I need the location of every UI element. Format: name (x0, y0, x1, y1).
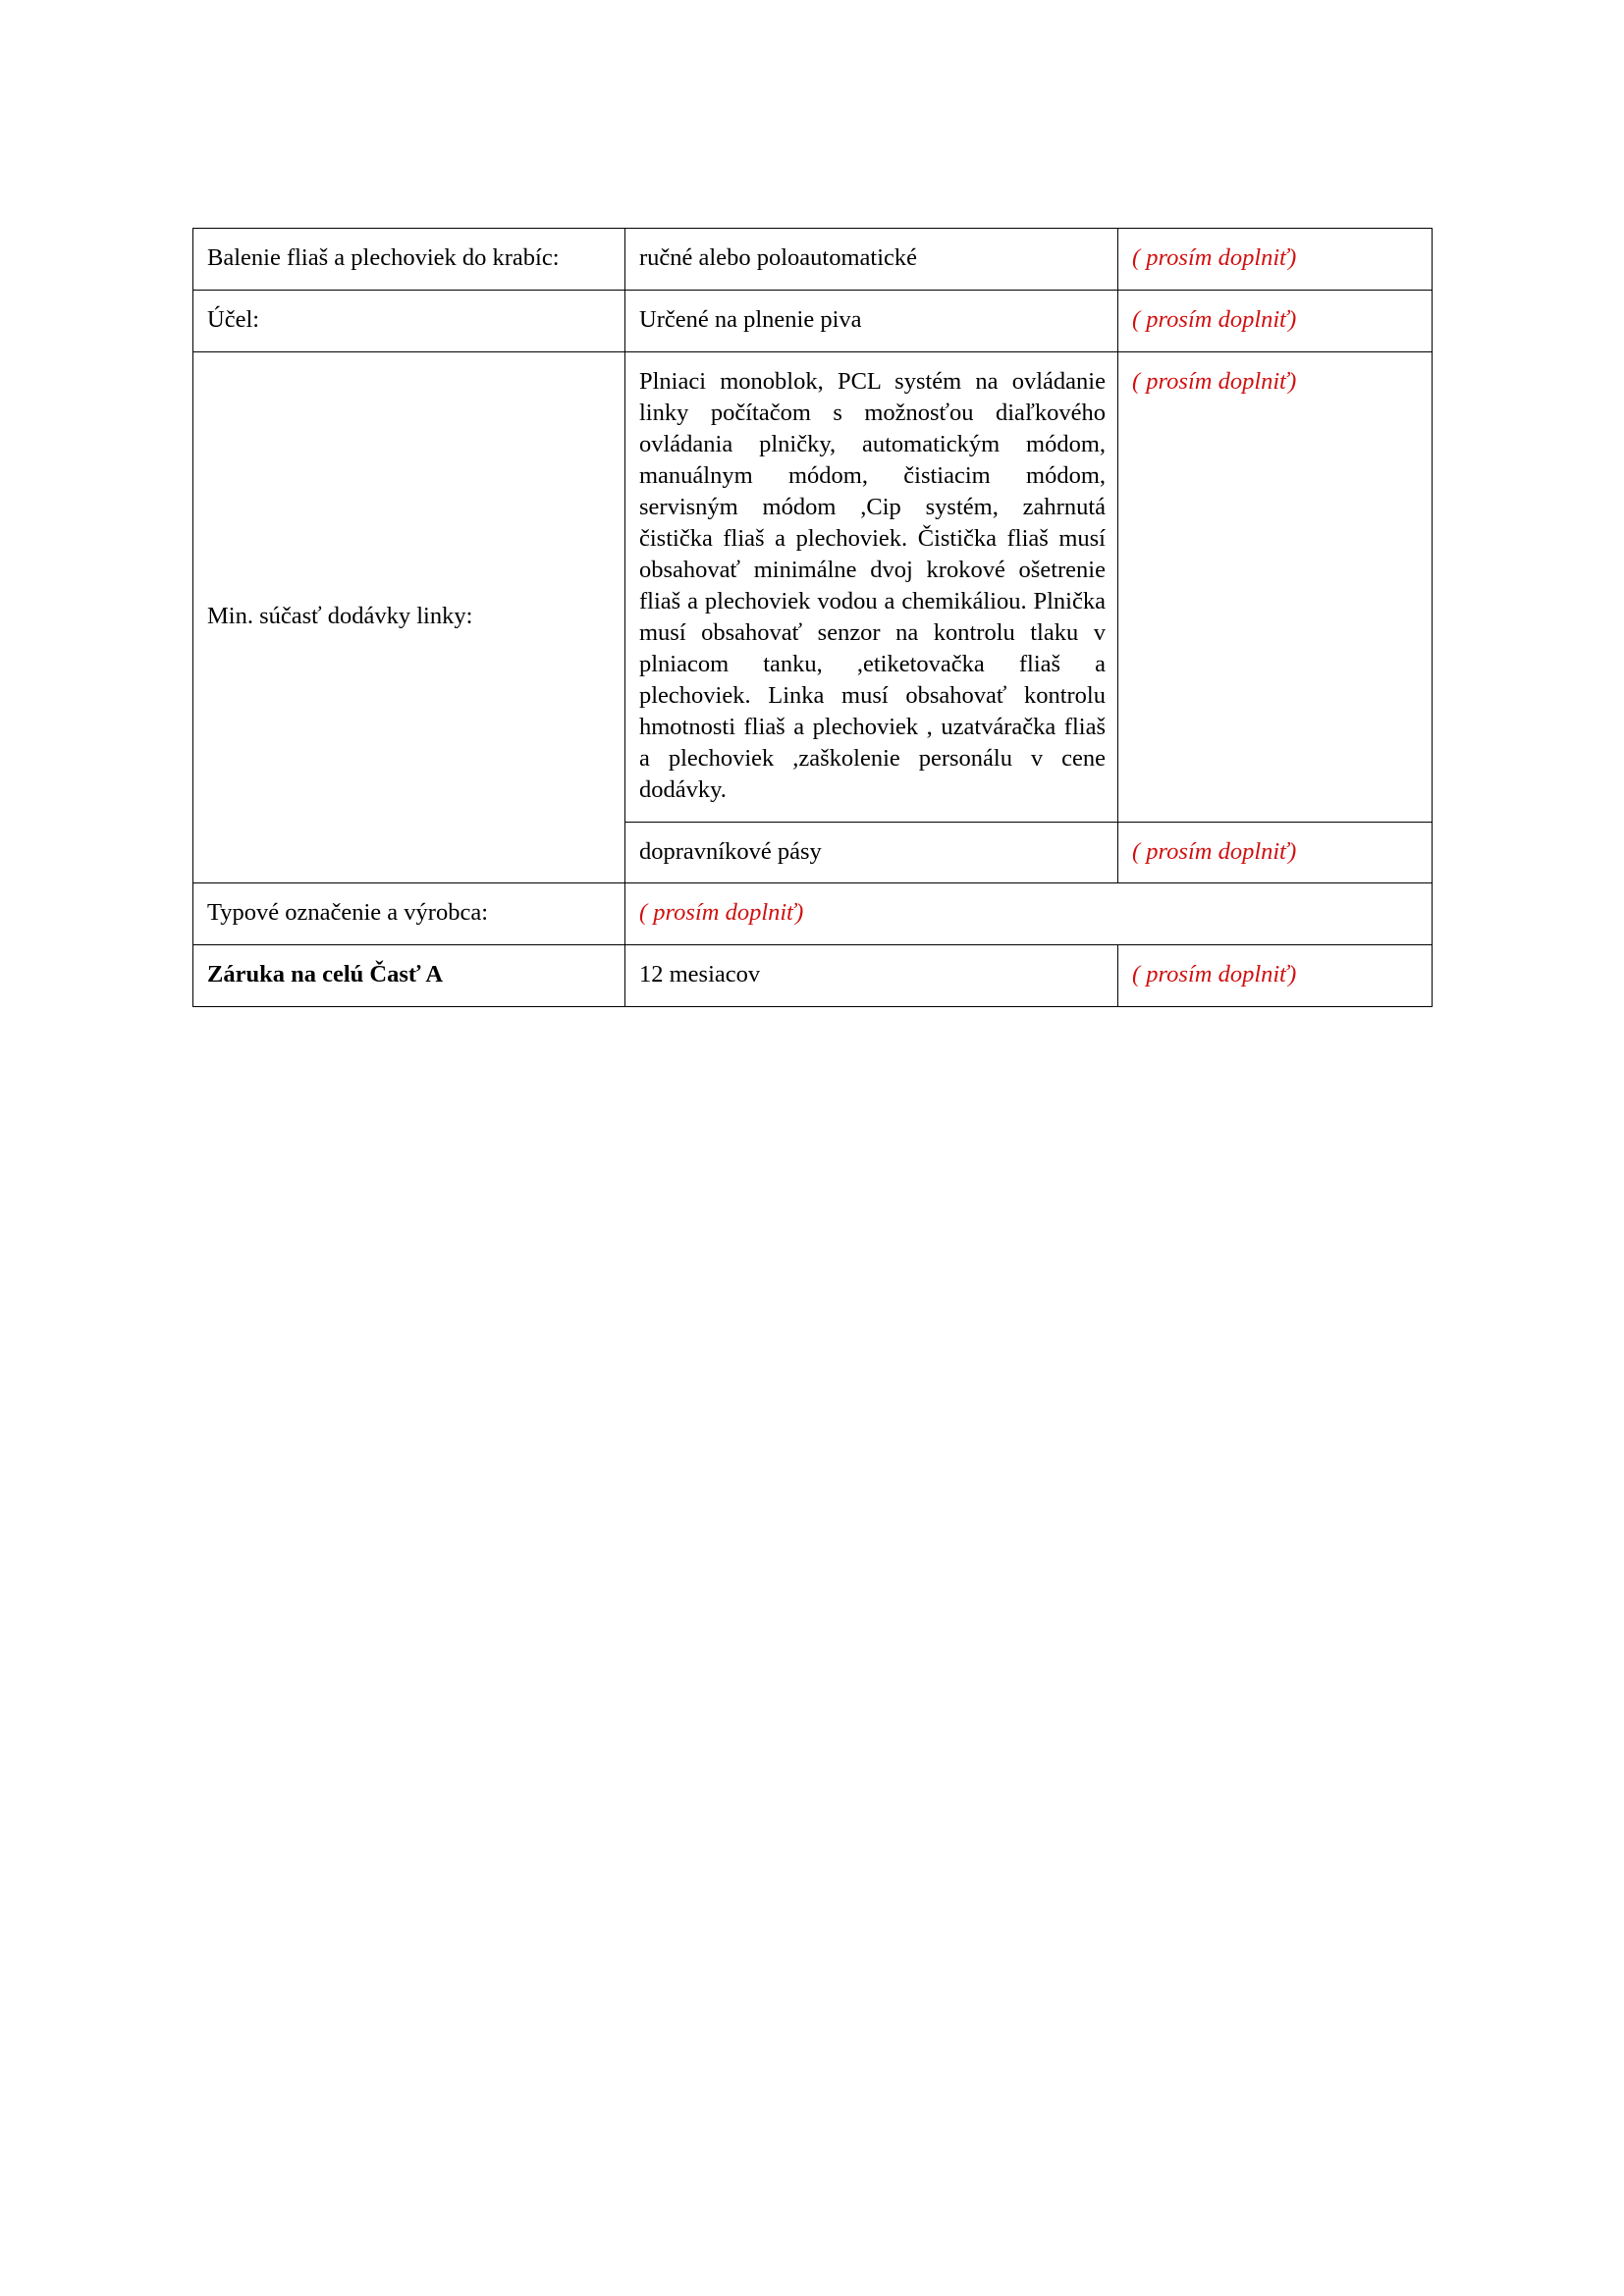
table-row (193, 290, 1433, 351)
table-row (193, 945, 1433, 1007)
specification-table (192, 228, 1433, 1007)
row-value-conveyor-belts: dopravníkové pásy (625, 822, 1118, 883)
row-fill-warranty[interactable]: ( prosím doplniť) (1118, 945, 1433, 1007)
row-label-type-manufacturer: Typové označenie a výrobca: (193, 883, 625, 945)
row-value-packaging: ručné alebo poloautomatické (625, 229, 1118, 291)
row-value-min-components: Plniaci monoblok, PCL systém na ovládanie linky počítačom s možnosťou diaľkového ovládania plničky, automatickým módom, manuálnym módom, čistiacim módom, servisným módom ,Cip systém, zahrnutá čistička fliaš a plechoviek. Čistička fliaš musí obsahovať minimálne dvoj krokové ošetrenie fliaš a plechoviek vodou a chemikáliou. Plnička musí obsahovať senzor na kontrolu tlaku v plniacom tanku, ,etiketovačka fliaš a plechoviek. Linka musí obsahovať kontrolu hmotnosti fliaš a plechoviek , uzatváračka fliaš a plechoviek ,zaškolenie personálu v cene dodávky. (625, 351, 1118, 822)
row-fill-purpose[interactable]: ( prosím doplniť) (1118, 290, 1433, 351)
row-fill-conveyor-belts[interactable]: ( prosím doplniť) (1118, 822, 1433, 883)
row-fill-type-manufacturer[interactable]: ( prosím doplniť) (625, 883, 1433, 945)
row-label-purpose: Účel: (193, 290, 625, 351)
table-row (193, 351, 1433, 822)
row-label-packaging: Balenie fliaš a plechoviek do krabíc: (193, 229, 625, 291)
row-fill-packaging[interactable]: ( prosím doplniť) (1118, 229, 1433, 291)
row-value-purpose: Určené na plnenie piva (625, 290, 1118, 351)
row-label-min-components: Min. súčasť dodávky linky: (193, 351, 625, 883)
row-fill-min-components[interactable]: ( prosím doplniť) (1118, 351, 1433, 822)
row-label-warranty: Záruka na celú Časť A (193, 945, 625, 1007)
table-row (193, 883, 1433, 945)
table-row (193, 229, 1433, 291)
row-value-warranty: 12 mesiacov (625, 945, 1118, 1007)
